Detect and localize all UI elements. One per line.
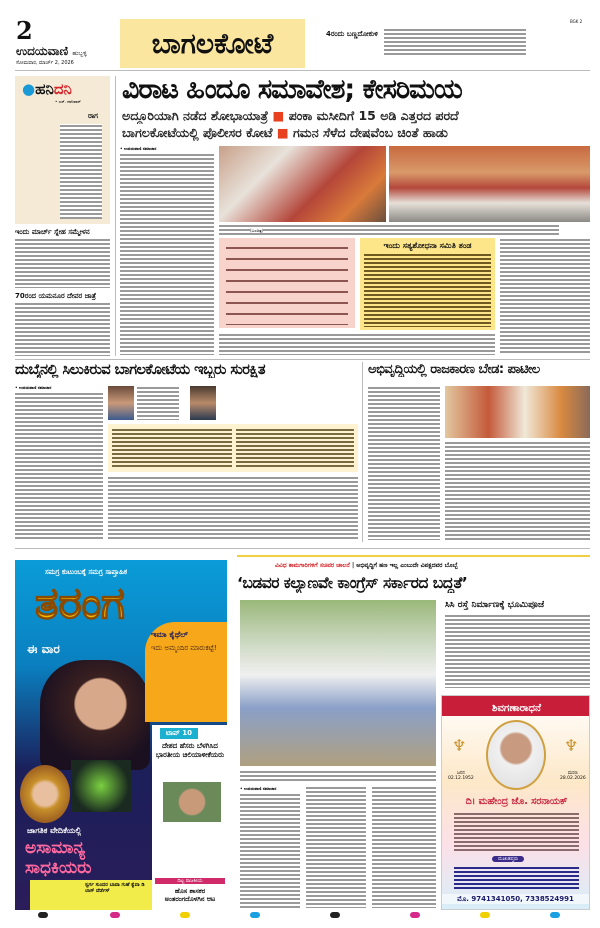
registration-mark: [250, 912, 260, 918]
page-number: 2: [16, 16, 33, 45]
green-photo: [71, 760, 131, 812]
politics-text: ಹೊಸ ಶಾಸಕರ ಅಂತರಂಗದೊಳಗಿನ ಆಟ: [164, 887, 216, 903]
politics-label: ದಿಟ್ಟ ರಾಜಕೀಯ: [155, 878, 225, 884]
lead-byline: • ಉದಯವಾಣಿ ಸಮಾಚಾರ: [120, 146, 157, 151]
poet: • ಎಸ್. ದಾನಿವಾರ್: [55, 99, 81, 104]
lead-subhead-1: ಅದ್ದೂರಿಯಾಗಿ ನಡೆದ ಶೋಭಾಯಾತ್ರೆ ■ ಪಂಕಾ ಮಸೀದಿಗೆ 15 ಅಡಿ ಎತ್ತರದ ಪರದೆ: [122, 108, 459, 123]
sidebar-headline-2: 70ರಂದ ಯಮನೂರ ದೇವರ ಜಾತ್ರೆ: [15, 292, 97, 300]
bhoomi-pooja-photo: [240, 600, 436, 766]
story1: ಇಮಾ ಕೈಥೆಲ್: [151, 630, 188, 639]
patil-headline: ಅಭಿವೃದ್ಧಿಯಲ್ಲಿ ರಾಜಕಾರಣ ಬೇಡ: ಪಾಟೀಲ: [368, 362, 540, 377]
registration-mark: [410, 912, 420, 918]
top10-badge: ಟಾಪ್ 10: [160, 728, 198, 739]
lead-headline: ವಿರಾಟ ಹಿಂದೂ ಸಮಾವೇಶ; ಕೇಸರಿಮಯ: [122, 74, 462, 105]
person-photo-2: [190, 386, 216, 420]
congress-subhead: ಸಿಸಿ ರಸ್ತೆ ನಿರ್ಮಾಣಕ್ಕೆ ಭೂಮಿಪೂಜೆ: [445, 600, 545, 610]
woman-photo: [40, 660, 150, 770]
taranga-day: ಈ ವಾರ: [27, 642, 60, 656]
paper-name-text: ಉದಯವಾಣಿ: [16, 44, 69, 58]
registration-mark: [480, 912, 490, 918]
registration-mark: [38, 912, 48, 918]
deceased-name: ದಿ। ಮಹೇಂದ್ರ ಜೊ. ಸರನಾಯಕ್: [465, 796, 568, 807]
birth: ಜನನ 02.12.1952: [448, 771, 474, 781]
patil-photo: [445, 386, 590, 438]
story1b: ಇದು ಅಮ್ಮಂದಿರ ಮಾರುಕಟ್ಟೆ!: [151, 644, 217, 652]
person-photo-1: [108, 386, 134, 420]
dubai-headline: ದುಬೈನಲ್ಲಿ ಸಿಲುಕಿರುವ ಬಾಗಲಕೋಟೆಯ ಇಬ್ಬರು ಸುರಕ್ಷಿತ: [15, 362, 266, 378]
caption-credit: (ಬಲಚಿತ್ರ): [250, 228, 264, 233]
edition: ಹುಬ್ಬಳ್ಳಿ: [72, 50, 87, 57]
row2-byline: • ಉದಯವಾಣಿ ಸಮಾಚಾರ: [15, 385, 52, 390]
procession-photo-2: [389, 146, 590, 222]
bullet-square: ■: [276, 125, 289, 140]
registration-mark: [550, 912, 560, 918]
taranga-ad[interactable]: [15, 560, 227, 910]
memorial-phone: ಮೊ. 9741341050, 7338524991: [442, 894, 589, 904]
title-b: ದನಿ: [53, 80, 72, 98]
memorial-title: ಶಿವಗಣಾರಾಧನೆ: [492, 703, 541, 714]
big-title: ಅಸಾಮಾನ್ಯ ಸಾಧಕಿಯರು: [25, 838, 92, 878]
memorial-title-bar: [442, 696, 590, 716]
page-code: BGK 2: [570, 19, 583, 24]
achiever-photo: [163, 782, 221, 822]
procession-photo-1: [219, 146, 386, 222]
congress-kicker: ವಿವಿಧ ಕಾಮಗಾರಿಗಳಿಗೆ ಸಚಿವರ ಚಾಲನೆ | ಅಭಿವೃದ್ಧಿಗೆ ಹಣ ಇಲ್ಲ ಎಂಬುದೇ ವಿಪಕ್ಷದವರ ಬೊಬ್ಬೆ: [275, 562, 458, 569]
mourners-label: ದುಃಖತಪ್ತರು: [492, 856, 524, 862]
congress-headline: ‘ಬಡವರ ಕಲ್ಯಾಣವೇ ಕಾಂಗ್ರೆಸ್ ಸರ್ಕಾರದ ಬದ್ಧತೆ’: [237, 574, 468, 592]
registration-mark: [180, 912, 190, 918]
congress-byline: • ಉದಯವಾಣಿ ಸಮಾಚಾರ: [240, 786, 277, 791]
drop-icon: ●: [22, 80, 36, 98]
paper-name: [16, 44, 87, 59]
bullet-square: ■: [272, 108, 285, 123]
fact-box-title: ಇಂದು ಸತ್ಯಶೋಧನಾ ಸಮಿತಿ ತಂಡ: [383, 241, 472, 250]
goddess-photo: [20, 765, 70, 823]
hani-dani-title: [22, 80, 72, 98]
teaser-title: 4ರಂದು ಬಣ್ಣದೋಕುಳಿ: [325, 30, 378, 38]
memorial-ad[interactable]: [441, 695, 590, 910]
date: ಸೋಮವಾರ, ಮಾರ್ಚ್ 2, 2026: [16, 60, 74, 66]
registration-mark: [110, 912, 120, 918]
poem-title: ರಾಗ: [88, 112, 98, 120]
registration-mark: [330, 912, 340, 918]
death: ಮರಣ 28.02.2026: [560, 771, 586, 781]
sidebar-headline-1: ಇಂದು ಮಾರ್ಚ್ ಸ್ನೇಹ ಸಮ್ಮೇಳನ: [15, 228, 90, 236]
top10-text: ದೇಶದ ಹೆಸರು ಬೆಳಗಿಸಿದ ಭಾರತೀಯ ಚಿಲಿಯಾಳೀಕೆಯರು: [155, 742, 225, 759]
taranga-tagline: ಸಮಗ್ರ ಕುಟುಂಬಕ್ಕೆ ಸಮಗ್ರ ಸಾಪ್ತಾಹಿಕ: [45, 568, 128, 576]
title-a: ಹನಿ: [35, 80, 54, 98]
lamp-icon-left: ♆: [452, 736, 467, 755]
masthead-title: ಬಾಗಲಕೋಟೆ: [151, 26, 274, 60]
portrait: [486, 720, 546, 790]
taranga-title: ತರಂಗ: [35, 578, 125, 629]
lead-subhead-2: ಬಾಗಲಕೋಟೆಯಲ್ಲಿ ಪೊಲೀಸರ ಕೋಟೆ ■ ಗಮನ ಸೆಳೆದ ದೇಷವೆಂಬ ಚಿಂತೆ ಹಾಡು: [122, 125, 448, 140]
masthead: [120, 19, 305, 68]
lamp-icon-right: ♆: [564, 736, 579, 755]
kicker: ಜಾಗತಿಕ ವೇದಿಕೆಯಲ್ಲಿ: [27, 826, 82, 835]
cave-text: ಸ್ವರ್ಗ ಸುಂದರ ಬಾವಾ ಗುಹೆ ಕ್ವೆವಾ ಡಿ ಲಾಸ್ ವೆರ್ಡೆಸ್: [85, 882, 145, 894]
